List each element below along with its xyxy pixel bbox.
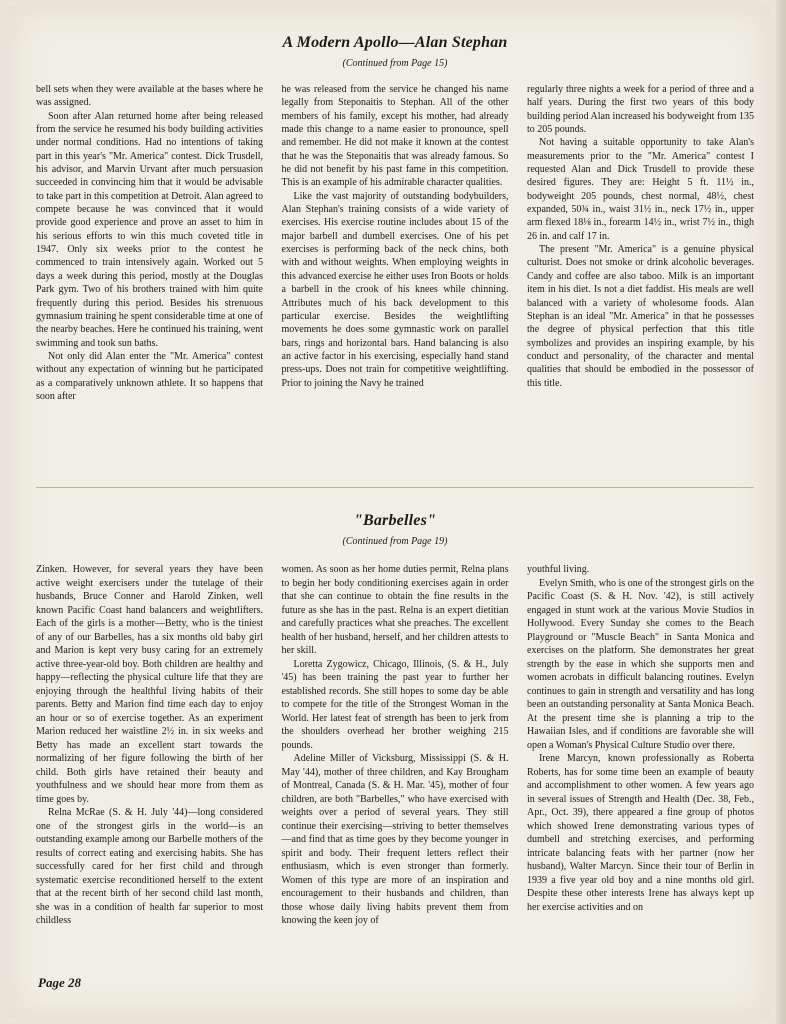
paragraph: Soon after Alan returned home after being released from the service he resumed his body building activities under normal conditions. Had no intentions of taking part in this year's "Mr. America" contest. Dick Trusdell, his advisor, and Marvin Urvant after much persuasion succeeded in convincing him that it would be advisable to take part in this competition at Detroit. Alan agreed to compete because he was convinced that it would provide good experience and prove an asset to him in his serious efforts to win this much coveted title in 1947. Only six weeks prior to the contest he commenced to train intensively again. Worked out 5 days a week during this period, mostly at the Douglas Park gym. Two of his brothers trained with him quite frequently during this period. Besides his strenuous gymnasium training he spent considerable time at one of the nearby beaches. Here he continued his training, went swimming and took sun baths.	[36, 110, 263, 349]
paragraph: Evelyn Smith, who is one of the strongest girls on the Pacific Coast (S. & H. Nov. '42), is still actively engaged in stunt work at the various Movie Studios in Hollywood. Every Sunday she comes to the Beach Playground or "Muscle Beach" in Santa Monica and exercises on the platform. She demonstrates her great strength by the ease in which she supports men and women acrobats in difficult balancing routines. Evelyn continues to gain in strength and versatility and has long been an outstanding personality at Santa Monica Beach. At the present time she is planning a trip to the Hawaiian Isles, and if conditions are favorable she will open a Woman's Physical Culture Studio over there.	[527, 577, 754, 751]
continued-note: (Continued from Page 15)	[342, 58, 448, 69]
paragraph: Adeline Miller of Vicksburg, Mississippi (S. & H. May '44), mother of three children, and Kay Brougham of Montreal, Canada (S. & H. Mar. '45), mother of four children, are both "Barbelles," who have exercised with weights over a period of several years. They still continue their exercising—striving to better themselves—and find that as time goes by they become younger in spirit and body. Their frequent letters reflect their enthusiasm, which is even stronger than formerly. Women of this type are more of an inspiration and encouragement to their husbands and children, than those whose daily living habits prevent them from knowing the keen joy of	[281, 753, 509, 926]
article-title: "Barbelles"	[353, 512, 437, 529]
paragraph: bell sets when they were available at the bases where he was assigned.	[36, 84, 263, 109]
page-number: Page 28	[38, 975, 81, 990]
paragraph: youthful living.	[527, 564, 590, 575]
paragraph: he was released from the service he changed his name legally from Steponaitis to Stephan. All of the other members of his family, except his mother, had already made this change to a name easier to pronounce, spell and remember. He did not make it known at the contest that he was the Steponaitis that was already famous. So he did not benefit by his past fame in this competition. This is an example of his admirable character qualities.	[281, 84, 509, 189]
paragraph: The present "Mr. America" is a genuine physical culturist. Does not smoke or drink alcoholic beverages. Candy and coffee are also taboo. Milk is an important item in his diet. Is not a diet faddist. His meals are well balanced with a variety of wholesome foods. Alan Stephan is an ideal "Mr. America" in that he possesses the degree of physical perfection that this title symbolizes and provides an inspiring example, by his conduct and personality, of the character and mental qualities that should be embodied in the possessor of this title.	[527, 244, 754, 389]
paragraph: Not only did Alan enter the "Mr. America" contest without any expectation of winning but he participated as a comparatively unknown athlete. It so happens that soon after	[36, 350, 263, 402]
column-2	[282, 83, 509, 403]
article-barbelles	[36, 512, 754, 928]
column-1	[36, 83, 263, 403]
column-2	[282, 563, 509, 928]
section-divider	[36, 487, 754, 488]
paragraph: Irene Marcyn, known professionally as Roberta Roberts, has for some time been an example of beauty and accomplishment to other women. A few years ago in several issues of Strength and Health (Dec. 38, Feb., Apr., Oct. 39), there appeared a fine group of photos which showed Irene demonstrating various types of dumbell and stretching exercises, and performing intricate balancing feats with her partner (now her husband), Walter Marcyn. Since their tour of Berlin in 1939 a five year old boy and a nine months old girl. Despite these other interests Irene has always kept up her exercise activities and on	[527, 753, 754, 913]
paragraph: Like the vast majority of outstanding bodybuilders, Alan Stephan's training consists of a wide variety of exercises. His exercise routine includes about 15 of the major barbell and dumbell exercises. One of his pet exercises is performing back of the neck chins, both with and without weights. When employing weights in this advanced exercise he either uses Iron Boots or holds a barbell in the crook of his knees while chinning. Attributes much of his back development to this particular exercise. Besides the weightlifting movements he does some gymnastic work on parallel bars, rings and horizontal bars. Hand balancing is also an active factor in his exercising, especially hand stand press-ups. Does not train for competitive weightlifting. Prior to joining the Navy he trained	[281, 190, 509, 389]
article-title: A Modern Apollo—Alan Stephan	[282, 34, 508, 51]
continued-note: (Continued from Page 19)	[342, 536, 448, 547]
article-columns	[36, 563, 754, 928]
paragraph: women. As soon as her home duties permit, Relna plans to begin her body conditioning exercises again in order that she can continue to obtain the fine results in the future as she has in the past. Relna is an expert dietitian and carefully practices what she preaches. The excellent health of her husband, herself, and her children attests to her skill.	[281, 564, 509, 656]
paragraph: Zinken. However, for several years they have been active weight exercisers under the tutelage of their husbands, Bruce Conner and Harold Zinken, well known Pacific Coast hand balancers and weightlifters. Each of the girls is a mother—Betty, who is the tiniest of any of our Barbelles, has a six months old baby girl and Marion is kept very busy caring for an extremely active three-year-old boy. Both children are healthy and happy—reflecting the physical culture life that they are enjoying through the healthful living habits of their parents. Betty and Marion find time each day to enjoy an hour or so of exercise together. As an experiment Marion reduced her waistline 2½ in. in six weeks and Betty has made an excellent start towards the normalizing of her figure following the birth of her child. Both girls have retained their beauty and youthfulness and we should hear more from them as time goes by.	[36, 564, 263, 805]
article-columns	[36, 83, 754, 403]
column-3	[527, 563, 754, 928]
page-edge	[776, 0, 786, 1024]
paragraph: Not having a suitable opportunity to take Alan's measurements prior to the "Mr. America" contest I requested Alan and Dick Trusdell to provide these desired figures. They are: Height 5 ft. 11½ in., bodyweight 205 pounds, chest normal, 48½, chest expanded, 50¾ in., waist 31½ in., neck 17½ in., upper arm flexed 18⅛ in., forearm 14½ in., wrist 7½ in., thigh 26 in. and calf 17 in.	[527, 137, 754, 242]
paragraph: Loretta Zygowicz, Chicago, Illinois, (S. & H., July '45) has been training the past year to further her established records. She still hopes to some day be able to compete for the title of the Strongest Woman in the World. Her latest feat of strength has been to jerk from the shoulders overhead her brother weighing 215 pounds.	[281, 658, 509, 751]
paragraph: regularly three nights a week for a period of three and a half years. During the first two years of this body building period Alan increased his bodyweight from 135 to 205 pounds.	[527, 84, 754, 136]
article-alan-stephan	[36, 34, 754, 403]
column-1	[36, 563, 263, 928]
column-3	[527, 83, 754, 403]
paragraph: Relna McRae (S. & H. July '44)—long considered one of the strongest girls in the world—is an outstanding example among our Barbelle mothers of the results of correct eating and exercising habits. She has successfully cared for her first child and through systematic exercise reconditioned herself to the extent that at the recent birth of her second child last month, she was in a condition of health far superior to most childless	[36, 807, 263, 926]
